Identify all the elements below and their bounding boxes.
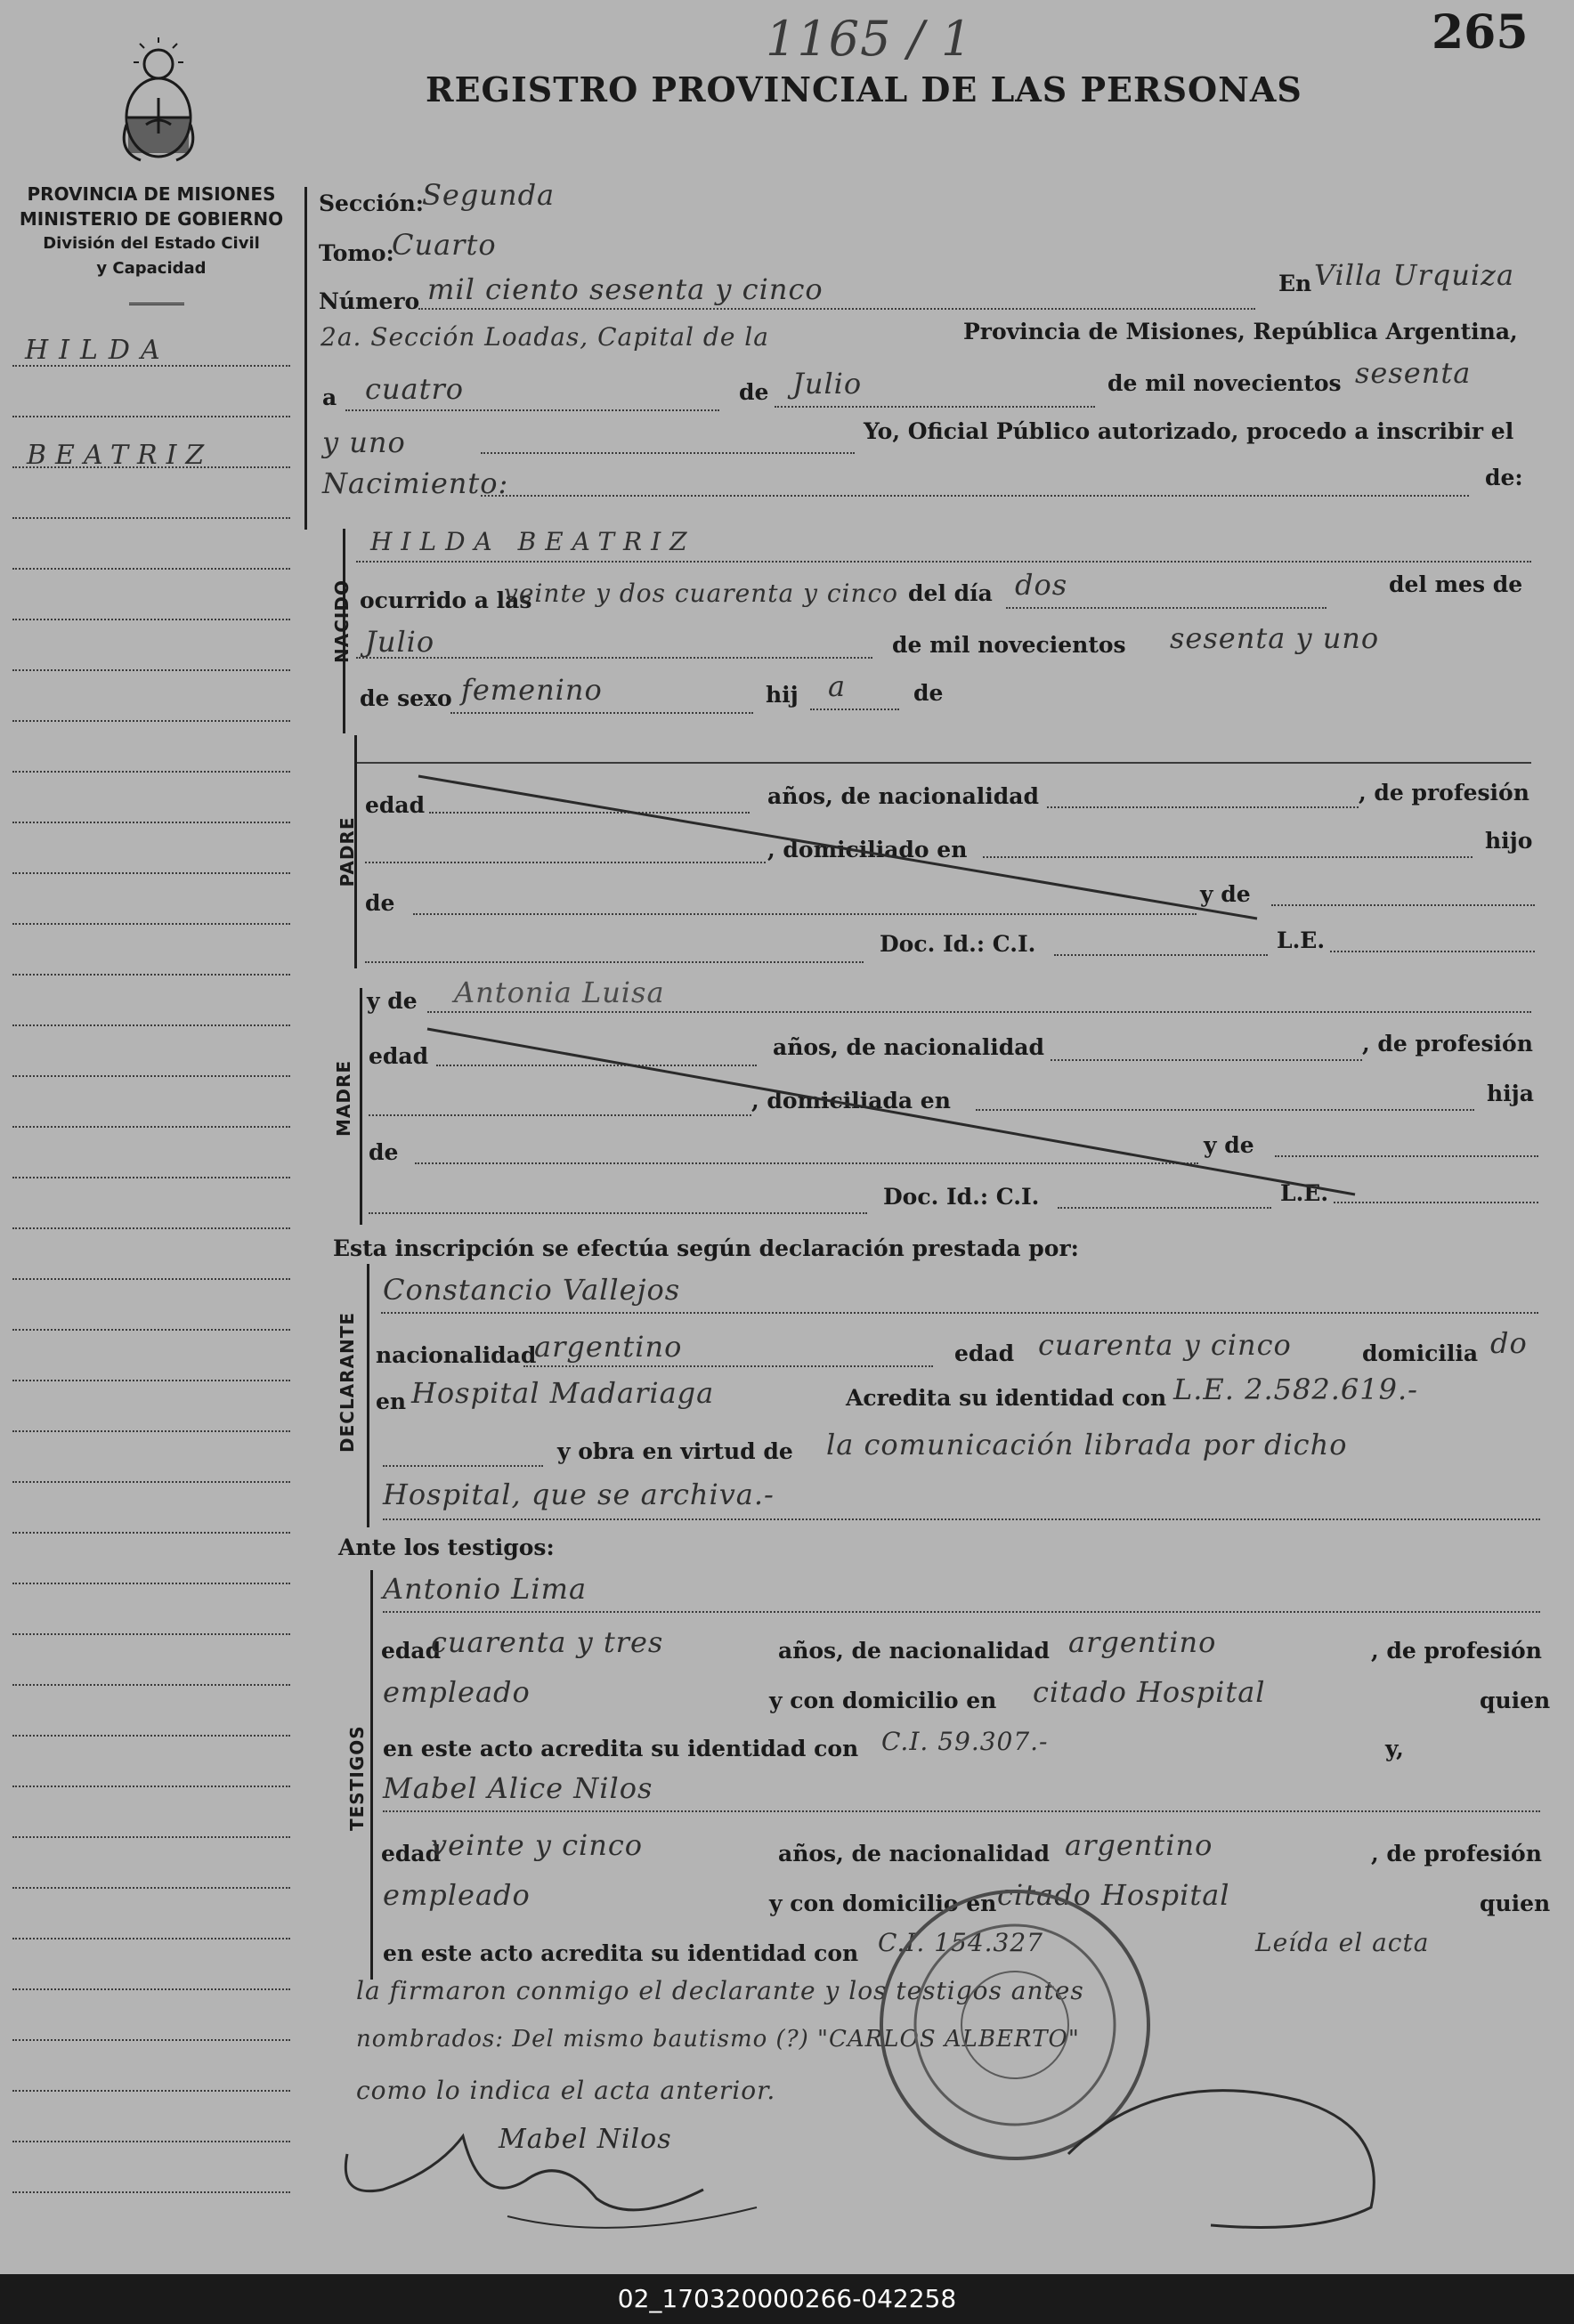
numero-label: Número bbox=[319, 288, 420, 314]
padre-edad-label: edad bbox=[365, 792, 426, 818]
testigo1-anios-label: años, de nacionalidad bbox=[778, 1638, 1050, 1664]
madre-edad-label: edad bbox=[369, 1043, 429, 1069]
hij-label: hij bbox=[766, 682, 799, 708]
closing-line-1: la firmaron conmigo el declarante y los testigos antes bbox=[356, 1976, 1084, 2005]
declarante-nacionalidad-label: nacionalidad bbox=[376, 1342, 537, 1368]
padre-label: PADRE bbox=[337, 816, 358, 887]
org-ministry: MINISTERIO DE GOBIERNO bbox=[19, 208, 284, 230]
padre-domiciliado-label: , domiciliado en bbox=[767, 837, 968, 862]
closing-line-2: nombrados: Del mismo bautismo (?) "CARLOS ALBERTO" bbox=[356, 2026, 1080, 2053]
padre-hijo-label: hijo bbox=[1485, 828, 1533, 854]
declarante-en-label: en bbox=[376, 1389, 407, 1414]
declarante-obra2-line bbox=[383, 1518, 1540, 1520]
margin-name-first: HILDA bbox=[25, 335, 171, 366]
hij-value: a bbox=[828, 669, 847, 703]
place-value: 2a. Sección Loadas, Capital de la bbox=[320, 322, 769, 352]
de-nacido-label: de bbox=[913, 680, 944, 706]
declarante-domicilia-label: domicilia bbox=[1362, 1340, 1479, 1366]
padre-doc-label: Doc. Id.: C.I. bbox=[880, 931, 1036, 957]
testigo1-quien-label: quien bbox=[1480, 1688, 1551, 1713]
testigo1-edad-value: cuarenta y tres bbox=[431, 1625, 664, 1659]
testigos-intro: Ante los testigos: bbox=[338, 1534, 555, 1560]
en-value: Villa Urquiza bbox=[1314, 258, 1515, 292]
numero-value: mil ciento sesenta y cinco bbox=[427, 272, 824, 306]
testigo1-domicilio-label: y con domicilio en bbox=[769, 1688, 997, 1713]
declarante-border bbox=[367, 1264, 369, 1527]
testigo1-nac-value: argentino bbox=[1068, 1625, 1217, 1659]
testigo1-prof-value: empleado bbox=[383, 1675, 531, 1709]
sexo-label: de sexo bbox=[360, 685, 452, 711]
closing-line-3: como lo indica el acta anterior. bbox=[356, 2076, 776, 2105]
org-capacity: y Capacidad bbox=[96, 259, 207, 278]
org-province: PROVINCIA DE MISIONES bbox=[27, 183, 276, 205]
madre-le-label: L.E. bbox=[1280, 1180, 1329, 1206]
declarante-obra-label: y obra en virtud de bbox=[557, 1438, 793, 1464]
testigo2-profesion-label: , de profesión bbox=[1371, 1841, 1542, 1866]
provincia-text: Provincia de Misiones, República Argentina, bbox=[963, 319, 1518, 344]
testigo2-acredita-label: en este acto acredita su identidad con bbox=[383, 1940, 859, 1966]
madre-anios-label: años, de nacionalidad bbox=[773, 1034, 1044, 1060]
nacido-label: NACIDO bbox=[331, 579, 353, 663]
en-label: En bbox=[1278, 271, 1312, 296]
madre-cancel-stroke bbox=[427, 1029, 1355, 1194]
org-division: División del Estado Civil bbox=[43, 234, 260, 253]
testigos-label: TESTIGOS bbox=[346, 1725, 368, 1831]
testigo2-name: Mabel Alice Nilos bbox=[383, 1771, 653, 1805]
de-colon: de: bbox=[1485, 465, 1523, 490]
testigo2-quien-label: quien bbox=[1480, 1891, 1551, 1916]
testigo2-edad-label: edad bbox=[381, 1841, 442, 1866]
testigo1-dom-value: citado Hospital bbox=[1033, 1675, 1266, 1709]
declarante-nacionalidad-value: argentino bbox=[534, 1330, 683, 1364]
declarante-en-value: Hospital Madariaga bbox=[411, 1376, 715, 1410]
page-number: 265 bbox=[1432, 5, 1529, 60]
testigo1-edad-label: edad bbox=[381, 1638, 442, 1664]
mes-value: Julio bbox=[792, 367, 863, 401]
declarante-name: Constancio Vallejos bbox=[383, 1273, 681, 1307]
madre-domiciliada-label: , domiciliada en bbox=[751, 1088, 951, 1113]
a-label: a bbox=[322, 385, 337, 410]
hora-value: veinte y dos cuarenta y cinco bbox=[504, 579, 899, 608]
mil-nacido-label: de mil novecientos bbox=[892, 632, 1126, 658]
madre-label: MADRE bbox=[333, 1059, 354, 1138]
testigo2-id-value: C.I. 154.327 bbox=[878, 1928, 1043, 1957]
seccion-value: Segunda bbox=[422, 178, 556, 212]
dia-nacido-value: dos bbox=[1015, 568, 1068, 602]
testigo1-name: Antonio Lima bbox=[383, 1572, 588, 1606]
madre-y-de-label: y de bbox=[367, 988, 418, 1014]
declarante-domicilia-value: do bbox=[1490, 1326, 1528, 1360]
mes-nacido-value: Julio bbox=[365, 625, 435, 659]
madre-hija-label: hija bbox=[1487, 1081, 1534, 1106]
padre-cancel-stroke bbox=[418, 776, 1257, 919]
madre-name-value: Antonia Luisa bbox=[454, 976, 665, 1009]
declarante-acredita-label: Acredita su identidad con bbox=[846, 1385, 1167, 1411]
sexo-value: femenino bbox=[461, 673, 603, 707]
testigo1-name-line bbox=[383, 1611, 1540, 1613]
testigo2-domicilio-label: y con domicilio en bbox=[769, 1891, 997, 1916]
nacido-name: HILDA BEATRIZ bbox=[370, 527, 696, 556]
declarante-name-line bbox=[381, 1312, 1538, 1314]
declarante-nac-line bbox=[523, 1365, 933, 1367]
declarante-edad-value: cuarenta y cinco bbox=[1038, 1328, 1292, 1362]
tomo-value: Cuarto bbox=[392, 228, 497, 262]
testigo2-edad-value: veinte y cinco bbox=[431, 1828, 644, 1862]
declarante-obra-value: la comunicación librada por dicho bbox=[826, 1428, 1348, 1462]
file-number: 1165 / 1 bbox=[766, 11, 973, 67]
testigos-border bbox=[370, 1570, 373, 1980]
padre-de-label: de bbox=[365, 890, 395, 916]
declarante-obra-line bbox=[383, 1465, 543, 1467]
anio-value-1: sesenta bbox=[1355, 356, 1472, 390]
seccion-label: Sección: bbox=[319, 190, 424, 216]
declarante-label: DECLARANTE bbox=[337, 1311, 358, 1453]
oficial-text: Yo, Oficial Público autorizado, procedo a inscribir el bbox=[864, 418, 1514, 444]
declarante-edad-label: edad bbox=[954, 1340, 1015, 1366]
ocurrido-label: ocurrido a las bbox=[360, 587, 532, 613]
padre-profesion-label: , de profesión bbox=[1359, 780, 1529, 806]
testigo1-profesion-label: , de profesión bbox=[1371, 1638, 1542, 1664]
declarante-obra-value-2: Hospital, que se archiva.- bbox=[383, 1478, 775, 1511]
testigo2-name-line bbox=[383, 1810, 1540, 1812]
dia-value: cuatro bbox=[365, 372, 465, 406]
testigo2-nac-value: argentino bbox=[1065, 1828, 1213, 1862]
testigo1-acredita-label: en este acto acredita su identidad con bbox=[383, 1736, 859, 1761]
testigo1-id-value: C.I. 59.307.- bbox=[881, 1727, 1049, 1756]
tomo-label: Tomo: bbox=[319, 240, 394, 266]
signature-officer bbox=[1051, 2047, 1424, 2243]
madre-doc-label: Doc. Id.: C.I. bbox=[883, 1184, 1040, 1210]
testigo1-y-label: y, bbox=[1385, 1736, 1404, 1761]
anio-value-2: y uno bbox=[322, 425, 406, 459]
testigo2-continuation: Leída el acta bbox=[1255, 1928, 1430, 1957]
de-label: de bbox=[739, 379, 769, 405]
testigo2-dom-value: citado Hospital bbox=[997, 1878, 1230, 1912]
acto-value: Nacimiento: bbox=[322, 466, 509, 500]
mil-novecientos-label: de mil novecientos bbox=[1107, 370, 1342, 396]
signature-testigo: Mabel Nilos bbox=[499, 2124, 672, 2155]
testigo2-anios-label: años, de nacionalidad bbox=[778, 1841, 1050, 1866]
del-mes-label: del mes de bbox=[1389, 571, 1523, 597]
anio-nacido-value: sesenta y uno bbox=[1170, 621, 1380, 655]
declarante-intro: Esta inscripción se efectúa según declaración prestada por: bbox=[333, 1235, 1079, 1261]
madre-profesion-label: , de profesión bbox=[1362, 1031, 1533, 1057]
testigo2-prof-value: empleado bbox=[383, 1878, 531, 1912]
madre-de-label: de bbox=[369, 1139, 399, 1165]
madre-y-de2-label: y de bbox=[1204, 1132, 1254, 1158]
declarante-acredita-value: L.E. 2.582.619.- bbox=[1173, 1373, 1418, 1406]
padre-y-de-label: y de bbox=[1200, 881, 1251, 907]
del-dia-label: del día bbox=[908, 580, 993, 606]
document-title: REGISTRO PROVINCIAL DE LAS PERSONAS bbox=[426, 69, 1302, 109]
archive-code-footer: 02_170320000266-042258 bbox=[0, 2274, 1574, 2324]
padre-le-label: L.E. bbox=[1277, 927, 1326, 953]
margin-name-second: BEATRIZ bbox=[27, 440, 214, 471]
padre-anios-label: años, de nacionalidad bbox=[767, 783, 1039, 809]
